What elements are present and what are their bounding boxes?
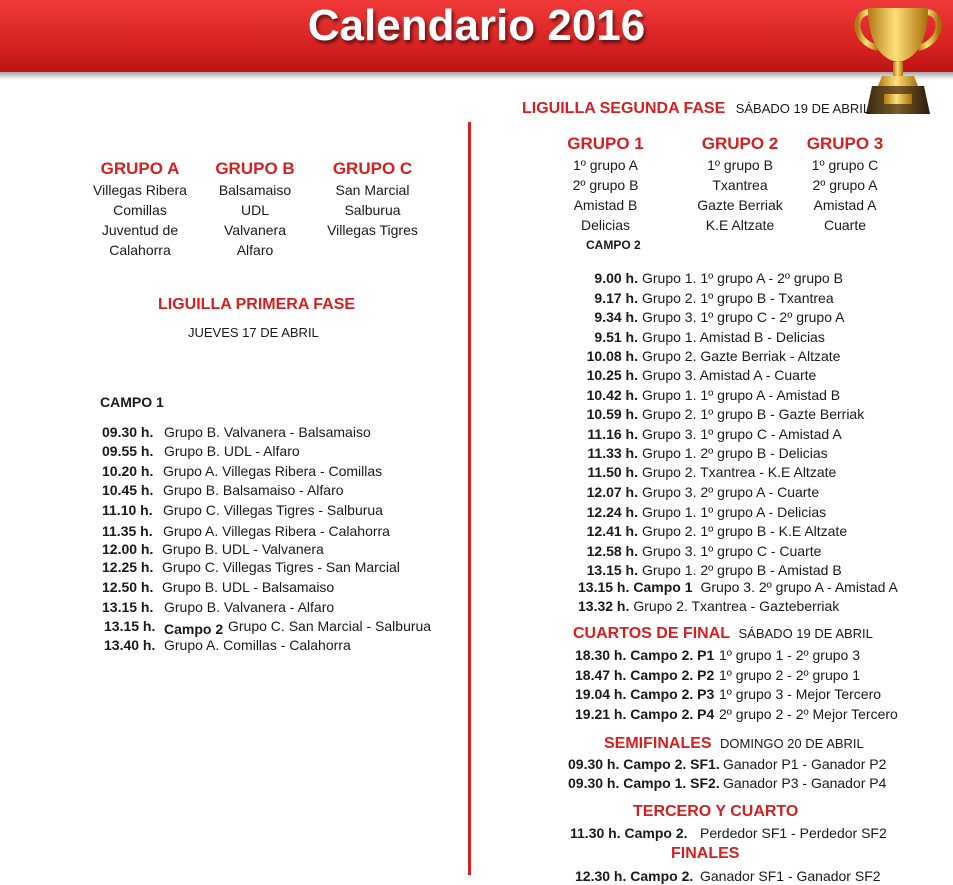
grupo-c-heading: GRUPO C <box>332 159 413 178</box>
match-teams: Ganador SF1 - Ganador SF2 <box>700 868 881 884</box>
cuartos-title: CUARTOS DE FINAL <box>573 625 731 642</box>
match-teams: Grupo 3. 1º grupo C - 2º grupo A <box>642 309 845 325</box>
match-teams: Grupo B. Valvanera - Alfaro <box>164 599 335 615</box>
segunda-fase-date: SÁBADO 19 DE ABRIL <box>735 101 871 116</box>
team: Juventud de Calahorra <box>101 222 179 258</box>
semifinales-title: SEMIFINALES <box>604 735 712 752</box>
match-row <box>570 328 825 346</box>
team: Cuarte <box>823 217 867 233</box>
match-teams: 1º grupo 3 - Mejor Tercero <box>719 686 882 702</box>
team: Amistad B <box>573 197 638 213</box>
match-row <box>575 705 898 723</box>
match-teams: Grupo 1. 2º grupo B - Amistad B <box>642 562 842 578</box>
team: 1º grupo A <box>572 157 639 173</box>
team: Gazte Berriak <box>697 197 783 213</box>
match-teams: Grupo 3. 2º grupo A - Cuarte <box>642 484 820 500</box>
semifinales-header <box>604 735 864 753</box>
grupo-b <box>210 158 300 260</box>
match-row <box>102 558 400 576</box>
match-time: 9.00 h. <box>594 270 638 286</box>
page-title: Calendario 2016 <box>307 1 646 50</box>
match-teams: Perdedor SF1 - Perdedor SF2 <box>700 825 887 841</box>
match-prefix: 11.30 h. Campo 2. <box>570 825 688 841</box>
match-row <box>570 269 843 287</box>
match-row <box>568 755 886 773</box>
cuartos-header <box>573 625 873 643</box>
match-time: 12.24 h. <box>586 504 638 520</box>
team: Alfaro <box>236 242 274 258</box>
match-row <box>570 463 836 481</box>
team: K.E Altzate <box>705 217 775 233</box>
match-row <box>570 503 826 521</box>
team: Delicias <box>580 217 630 233</box>
match-time: 09.55 h. <box>102 443 154 459</box>
match-time: 10.42 h. <box>586 387 638 403</box>
match-time: 13.40 h. <box>104 637 156 653</box>
team: 2º grupo B <box>572 177 639 193</box>
match-row <box>570 308 844 326</box>
match-row <box>575 685 881 703</box>
match-teams: 1º grupo 1 - 2º grupo 3 <box>719 647 860 663</box>
match-row <box>570 483 819 501</box>
match-time: 10.59 h. <box>586 406 638 422</box>
match-teams: 2º grupo 2 - 2º Mejor Tercero <box>719 706 898 722</box>
match-time: 09.30 h. <box>102 424 154 440</box>
match-time: 9.34 h. <box>594 309 638 325</box>
match-row <box>102 578 334 596</box>
match-teams: Grupo B. UDL - Alfaro <box>164 443 300 459</box>
finales-title: FINALES <box>671 845 740 862</box>
grupo-a <box>70 158 210 260</box>
match-teams: Grupo 2. 1º grupo B - K.E Altzate <box>642 523 848 539</box>
match-time: 10.45 h. <box>102 482 154 498</box>
match-prefix: 18.30 h. Campo 2. P1 <box>575 647 715 663</box>
team: Txantrea <box>712 177 768 193</box>
match-teams: Grupo 3. Amistad A - Cuarte <box>642 367 817 383</box>
match-row <box>102 522 390 540</box>
match-row <box>575 646 860 664</box>
match-teams: Grupo A. Comillas - Calahorra <box>164 637 351 653</box>
grupo-1 <box>563 133 648 235</box>
match-time: 12.58 h. <box>586 543 638 559</box>
team: 1º grupo C <box>811 157 879 173</box>
match-row <box>102 540 324 558</box>
match-time: 10.20 h. <box>102 463 154 479</box>
match-teams: Ganador P1 - Ganador P2 <box>723 756 887 772</box>
match-campo: Campo 1 <box>633 579 693 595</box>
team: Balsamaiso <box>218 182 292 198</box>
match-teams: Grupo 1. Amistad B - Delicias <box>642 329 825 345</box>
match-time: 12.25 h. <box>102 559 154 575</box>
match-prefix: 19.21 h. Campo 2. P4 <box>575 706 715 722</box>
match-teams: Grupo 2. 1º grupo B - Gazte Berriak <box>642 406 865 422</box>
match-teams: Grupo 1. 1º grupo A - 2º grupo B <box>642 270 843 286</box>
match-prefix: 09.30 h. Campo 2. SF1. <box>568 756 720 772</box>
team: Valvanera <box>223 222 286 238</box>
match-time: 11.10 h. <box>102 502 153 518</box>
match-teams: Grupo B. Valvanera - Balsamaiso <box>164 424 371 440</box>
match-time: 12.41 h. <box>586 523 638 539</box>
team: Villegas Tigres <box>327 222 418 238</box>
grupo-2 <box>695 133 785 235</box>
match-time: 12.50 h. <box>102 579 154 595</box>
grupo-3 <box>805 133 885 235</box>
match-time: 11.16 h. <box>587 426 638 442</box>
tercero-title: TERCERO Y CUARTO <box>633 803 799 820</box>
match-teams: Grupo 3. 2º grupo A - Amistad A <box>700 579 898 595</box>
match-campo: Campo 2 <box>164 621 224 637</box>
match-time: 13.32 h. <box>578 598 630 614</box>
match-teams: Grupo 2. Txantrea - Gazteberriak <box>633 598 840 614</box>
match-row <box>102 442 300 460</box>
team: Amistad A <box>813 197 877 213</box>
match-time: 11.33 h. <box>587 445 638 461</box>
cuartos-date: SÁBADO 19 DE ABRIL <box>738 626 873 641</box>
campo-1-heading: CAMPO 1 <box>100 394 164 410</box>
match-row <box>575 666 860 684</box>
match-row <box>104 636 351 654</box>
match-teams: Grupo 3. 1º grupo C - Amistad A <box>642 426 842 442</box>
match-row <box>570 561 842 579</box>
campo-2-heading: CAMPO 2 <box>586 238 641 252</box>
match-row <box>570 444 828 462</box>
primera-fase-title: LIGUILLA PRIMERA FASE <box>158 296 356 313</box>
match-row <box>578 578 898 596</box>
match-teams: Grupo 1. 1º grupo A - Delicias <box>642 504 827 520</box>
match-teams: Grupo 3. 1º grupo C - Cuarte <box>642 543 822 559</box>
match-teams: Grupo 2. Txantrea - K.E Altzate <box>642 464 837 480</box>
match-row <box>570 289 834 307</box>
match-teams: Grupo C. Villegas Tigres - Salburua <box>163 502 383 518</box>
match-teams: Grupo A. Villegas Ribera - Calahorra <box>163 523 390 539</box>
match-time: 9.51 h. <box>594 329 638 345</box>
match-row <box>104 617 431 635</box>
match-time: 9.17 h. <box>594 290 638 306</box>
match-time: 11.50 h. <box>587 464 638 480</box>
match-teams: Grupo 1. 2º grupo B - Delicias <box>642 445 828 461</box>
match-row <box>570 824 887 842</box>
match-teams: Grupo A. Villegas Ribera - Comillas <box>163 463 383 479</box>
match-prefix: 12.30 h. Campo 2. <box>575 868 694 884</box>
grupo-1-heading: GRUPO 1 <box>567 134 644 153</box>
column-divider <box>468 122 471 875</box>
match-row <box>570 405 864 423</box>
team: Comillas <box>113 202 167 218</box>
match-row <box>570 425 842 443</box>
primera-fase-date: JUEVES 17 DE ABRIL <box>188 325 319 340</box>
team: 2º grupo A <box>812 177 878 193</box>
match-teams: Grupo 1. 1º grupo A - Amistad B <box>642 387 841 403</box>
match-row <box>578 597 839 615</box>
banner-shadow <box>0 72 953 80</box>
match-row <box>575 867 881 885</box>
match-row <box>102 598 334 616</box>
grupo-b-heading: GRUPO B <box>215 159 295 178</box>
grupo-2-heading: GRUPO 2 <box>701 134 779 153</box>
match-time: 13.15 h. <box>586 562 638 578</box>
team: Salburua <box>344 202 401 218</box>
match-row <box>570 386 840 404</box>
match-time: 10.25 h. <box>586 367 638 383</box>
match-teams: Grupo C. Villegas Tigres - San Marcial <box>162 559 400 575</box>
match-time: 13.15 h. <box>578 579 630 595</box>
match-row <box>102 481 344 499</box>
match-teams: 1º grupo 2 - 2º grupo 1 <box>719 667 860 683</box>
match-time: 11.35 h. <box>102 523 153 539</box>
match-time: 12.07 h. <box>586 484 638 500</box>
match-time: 12.00 h. <box>102 541 154 557</box>
segunda-fase-header <box>522 100 870 118</box>
segunda-fase-title: LIGUILLA SEGUNDA FASE <box>522 100 726 117</box>
match-teams: Grupo B. UDL - Valvanera <box>162 541 324 557</box>
match-row <box>102 462 382 480</box>
grupo-a-heading: GRUPO A <box>100 159 180 178</box>
match-teams: Grupo 2. Gazte Berriak - Altzate <box>642 348 841 364</box>
match-row <box>570 366 816 384</box>
match-time: 13.15 h. <box>104 618 156 634</box>
match-teams: Grupo 2. 1º grupo B - Txantrea <box>642 290 834 306</box>
match-teams: Ganador P3 - Ganador P4 <box>723 775 887 791</box>
match-row <box>102 501 383 519</box>
match-time: 10.08 h. <box>586 348 638 364</box>
team: 1º grupo B <box>707 157 773 173</box>
grupo-3-heading: GRUPO 3 <box>806 134 884 153</box>
match-row <box>570 542 821 560</box>
match-row <box>568 774 886 792</box>
match-time: 13.15 h. <box>102 599 154 615</box>
match-prefix: 18.47 h. Campo 2. P2 <box>575 667 715 683</box>
match-teams: Grupo B. Balsamaiso - Alfaro <box>163 482 344 498</box>
match-teams: Grupo C. San Marcial - Salburua <box>228 618 432 634</box>
match-teams: Grupo B. UDL - Balsamaiso <box>162 579 335 595</box>
semifinales-date: DOMINGO 20 DE ABRIL <box>720 736 864 751</box>
match-prefix: 09.30 h. Campo 1. SF2. <box>568 775 720 791</box>
team: Villegas Ribera <box>93 182 187 198</box>
match-row <box>570 347 840 365</box>
grupo-c <box>320 158 425 240</box>
match-row <box>102 423 371 441</box>
team: UDL <box>240 202 269 218</box>
match-prefix: 19.04 h. Campo 2. P3 <box>575 686 715 702</box>
match-row <box>570 522 847 540</box>
team: San Marcial <box>335 182 410 198</box>
